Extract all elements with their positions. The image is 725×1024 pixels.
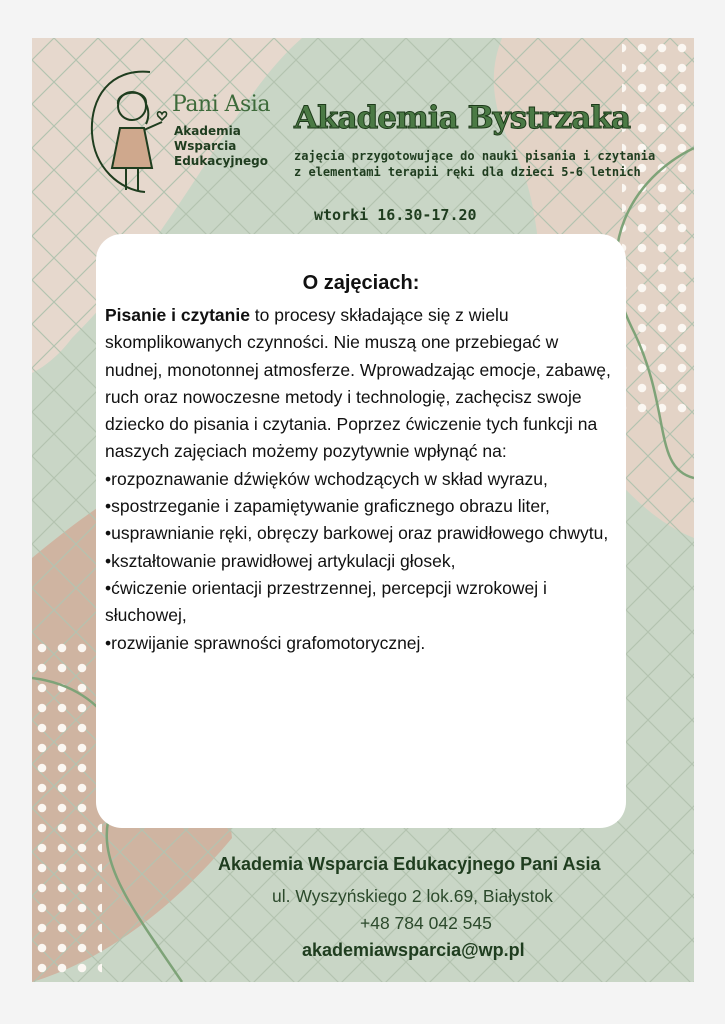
- intro-paragraph: [105, 302, 615, 466]
- list-item: • ćwiczenie orientacji przestrzennej, percepcji wzrokowej i słuchowej,: [105, 575, 615, 630]
- list-item: • usprawnianie ręki, obręczy barkowej oraz prawidłowego chwytu,: [105, 520, 615, 547]
- footer-organization: Akademia Wsparcia Edukacyjnego Pani Asia: [218, 854, 601, 874]
- dot-grid-right: [622, 38, 694, 418]
- brand-subtitle: Akademia Wsparcia Edukacyjnego: [174, 124, 268, 168]
- info-card: [96, 234, 626, 828]
- list-item: • kształtowanie prawidłowej artykulacji głosek,: [105, 548, 615, 575]
- dot-grid-left: [32, 638, 102, 982]
- page-subtitle: zajęcia przygotowujące do nauki pisania i czytania z elementami terapii ręki dla dzieci 5-6 letnich: [294, 149, 656, 179]
- page-title: Akademia Bystrzaka: [294, 100, 631, 136]
- intro-bold: Pisanie i czytanie: [105, 305, 250, 325]
- card-body: [105, 302, 615, 657]
- poster: [32, 38, 694, 982]
- schedule-text: wtorki 16.30-17.20: [314, 206, 477, 224]
- benefits-list: [105, 466, 615, 657]
- list-item: • spostrzeganie i zapamiętywanie graficznego obrazu liter,: [105, 493, 615, 520]
- intro-text: to procesy składające się z wielu skomplikowanych czynności. Nie muszą one przebiegać w nudnej, monotonnej atmosferze. Wprowadzając emocje, zabawę, ruch oraz nowoczesne metody i technologię, zachęcisz swoje dziecko do pisania i czytania. Poprzez ćwiczenie tych funkcji na naszych zajęciach możemy pozytywnie wpłynąć na:: [105, 305, 611, 462]
- brand-name: Pani Asia: [172, 92, 270, 117]
- footer-email: akademiawsparcia@wp.pl: [302, 940, 525, 960]
- footer-address: ul. Wyszyńskiego 2 lok.69, Białystok: [272, 886, 553, 906]
- list-item: • rozpoznawanie dźwięków wchodzących w skład wyrazu,: [105, 466, 615, 493]
- footer-phone: +48 784 042 545: [360, 913, 492, 933]
- list-item: • rozwijanie sprawności grafomotorycznej.: [105, 630, 615, 657]
- logo-girl-icon: [90, 68, 180, 198]
- card-heading: O zajęciach:: [302, 272, 420, 294]
